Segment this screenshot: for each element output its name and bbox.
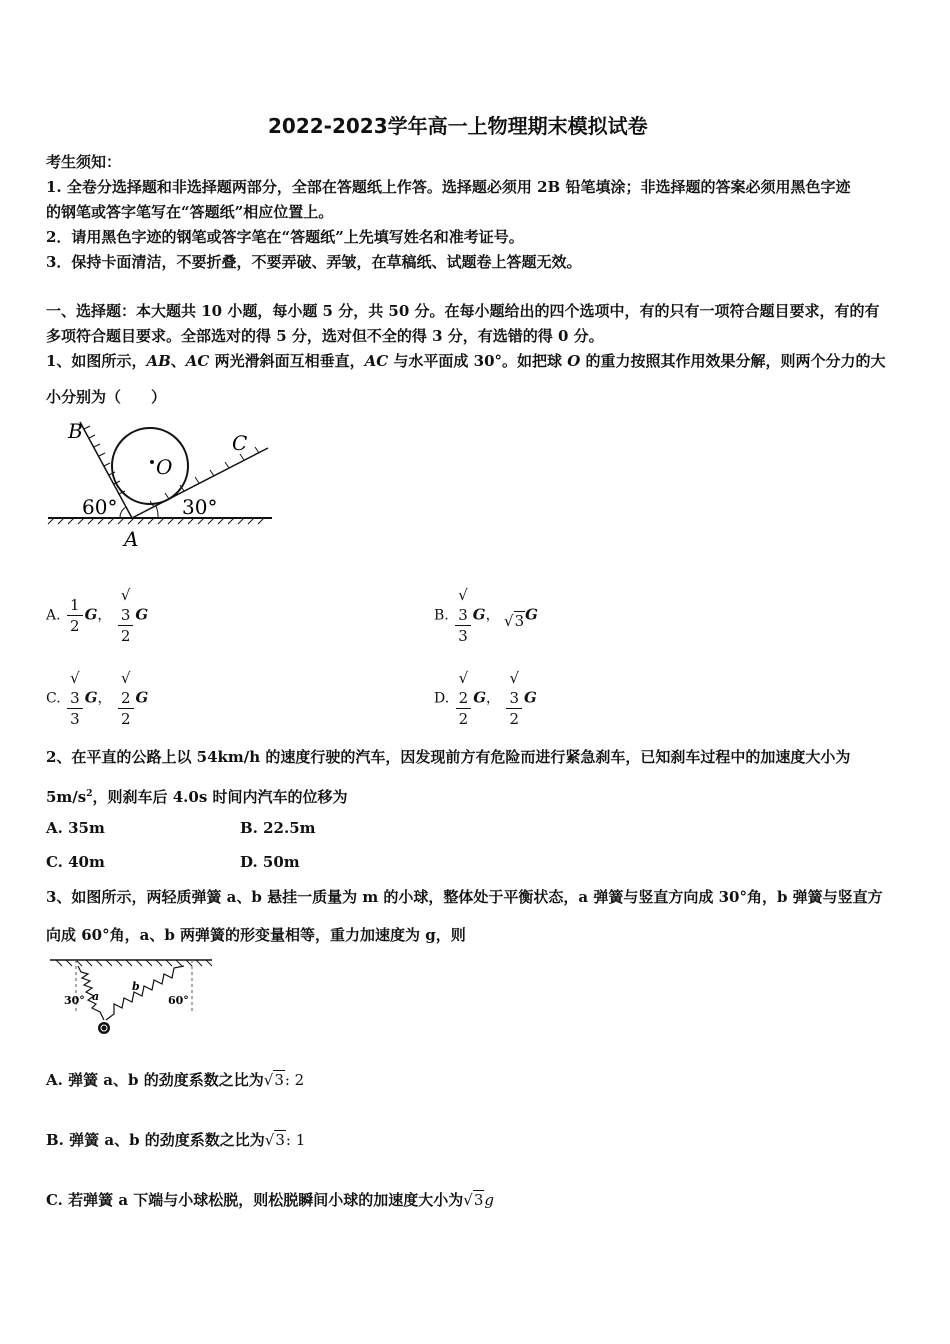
label-b: B [68,419,83,443]
angle-a: 30° [64,994,85,1007]
notice-line-4: 3．保持卡面清洁，不要折叠，不要弄破、弄皱，在草稿纸、试题卷上答题无效。 [46,253,582,271]
notice-line-3: 2．请用黑色字迹的钢笔或答字笔在“答题纸”上先填写姓名和准考证号。 [46,228,524,246]
q3-figure [48,956,216,1038]
angle-60: 60° [82,495,118,519]
label-o: O [156,455,173,479]
q3-stem-line-2: 向成 60°角，a、b 两弹簧的形变量相等，重力加速度为 g，则 [46,926,466,944]
q2-option-d[interactable]: D. 50m [240,853,300,871]
q2-stem-line-2: $5m/s^2$，则刹车后 4.0s 时间内汽车的位移为 [46,788,348,806]
spring-b-label: b [132,980,140,993]
section-line-2: 多项符合题目要求。全部选对的得 5 分，选对但不全的得 3 分，有选错的得 0 分。 [46,327,604,345]
q2-stem-line-1: 2、在平直的公路上以 54km/h 的速度行驶的汽车，因发现前方有危险而进行紧急刹车，已知刹车过程中的加速度大小为 [46,748,851,766]
notice-heading: 考生须知： [46,153,122,171]
q3-stem-line-1: 3、如图所示，两轻质弹簧 a、b 悬挂一质量为 m 的小球，整体处于平衡状态，a 弹簧与竖直方向成 30°角，b 弹簧与竖直方 [46,888,883,906]
q2-option-b[interactable]: B. 22.5m [240,819,316,837]
q3-option-c[interactable]: C. 若弹簧 a 下端与小球松脱，则松脱瞬间小球的加速度大小为√3g [46,1191,495,1209]
q1-stem-line-2: 小分别为（ ） [46,388,167,406]
q1-option-a[interactable]: A. $\frac{1}{2}$ G， √ 3 2 G [46,586,149,645]
spring-a-label: a [92,990,100,1003]
notice-line-2: 的钢笔或答字笔写在“答题纸”相应位置上。 [46,203,334,221]
q1-option-d[interactable]: D. √ 2 2 G， √ 3 2 G [434,669,537,728]
section-line-1: 一、选择题：本大题共 10 小题，每小题 5 分，共 50 分。在每小题给出的四个选项中，有的只有一项符合题目要求，有的有 [46,302,880,320]
q2-option-a[interactable]: A. 35m [46,819,105,837]
q2-option-c[interactable]: C. 40m [46,853,105,871]
q3-option-a[interactable]: A. 弹簧 a、b 的劲度系数之比为√3: 2 [46,1071,305,1089]
q1-figure [44,418,276,554]
notice-line-1: 1. 全卷分选择题和非选择题两部分，全部在答题纸上作答。选择题必须用 2B 铅笔填涂；非选择题的答案必须用黑色字迹 [46,178,851,196]
page-title: 2022-2023学年高一上物理期末模拟试卷 [268,114,648,138]
label-a: A [124,527,139,551]
q1-option-b[interactable]: B. √ 3 3 G， √3G [434,586,538,645]
angle-b: 60° [168,994,189,1007]
q3-option-b[interactable]: B. 弹簧 a、b 的劲度系数之比为√3: 1 [46,1131,306,1149]
q1-option-c[interactable]: C. √ 3 3 G， √ 2 2 G [46,669,149,728]
angle-30: 30° [182,495,218,519]
label-c: C [232,431,248,455]
q1-stem-line-1: 1、如图所示，AB、AC 两光滑斜面互相垂直，AC 与水平面成 30°。如把球 O 的重力按照其作用效果分解，则两个分力的大 [46,352,886,370]
